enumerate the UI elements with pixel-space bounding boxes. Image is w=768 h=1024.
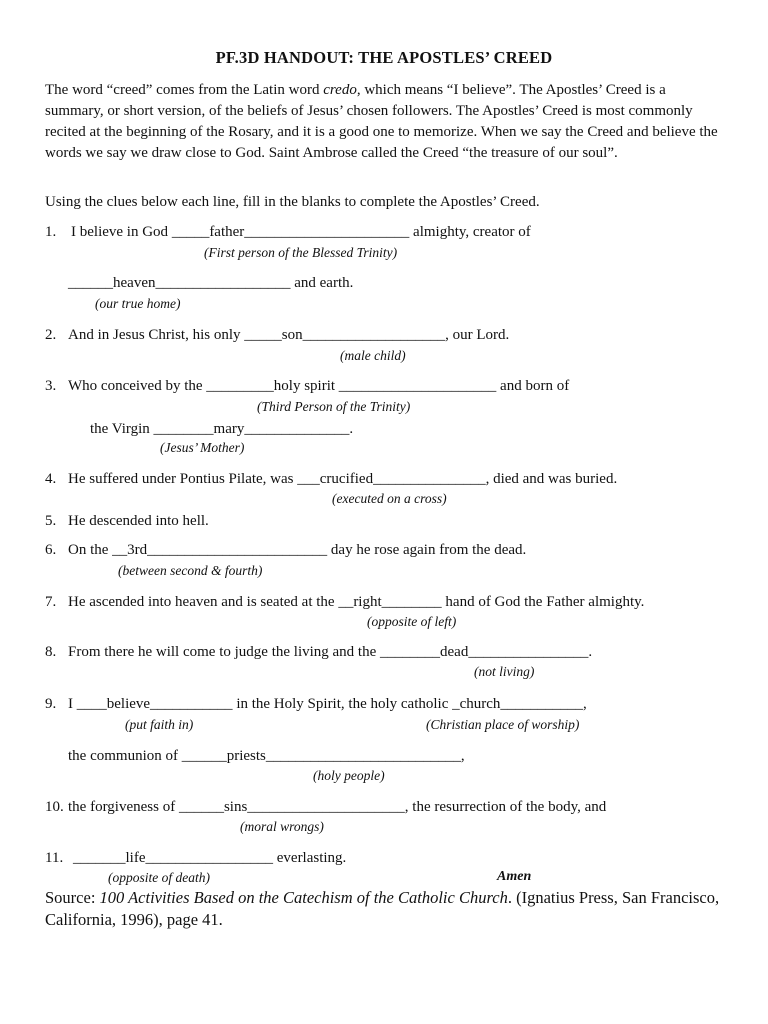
item-6-line	[68, 540, 526, 560]
item-4-prefix: He suffered under Pontius Pilate, was	[68, 471, 298, 487]
item-1-answer: _____father______________________	[171, 224, 410, 240]
item-3-answer: _________holy spirit _____________________	[206, 378, 497, 394]
page-title: PF.3D HANDOUT: THE APOSTLES’ CREED	[215, 48, 553, 67]
item-1-clue: (First person of the Blessed Trinity)	[204, 245, 398, 260]
item-3-clue: (Third Person of the Trinity)	[257, 399, 411, 414]
item-2-line	[68, 325, 509, 345]
item-8-answer: ________dead________________	[380, 644, 589, 660]
item-10-answer: ______sins_____________________	[178, 799, 405, 815]
item-3b-answer: ________mary______________	[153, 421, 350, 437]
item-7-number: 7.	[45, 594, 57, 610]
item-11-number: 11.	[45, 850, 64, 866]
item-8-suffix: .	[588, 644, 593, 660]
item-4-suffix: , died and was buried.	[485, 471, 618, 487]
item-2-number: 2.	[45, 327, 57, 343]
item-8-prefix: From there he will come to judge the living and the	[68, 644, 381, 660]
item-3-line	[68, 376, 569, 396]
source-book-title: 100 Activities Based on the Catechism of the Catholic Church	[99, 888, 508, 907]
item-10-number: 10.	[45, 799, 64, 815]
item-10-clue: (moral wrongs)	[240, 819, 324, 834]
source-citation	[45, 887, 735, 931]
item-6-answer: __3rd________________________	[112, 542, 328, 558]
item-9b-suffix: ,	[460, 748, 465, 764]
item-6-number: 6.	[45, 542, 57, 558]
item-3-prefix: Who conceived by the	[68, 378, 207, 394]
item-9b-clue: (holy people)	[313, 768, 385, 783]
item-9b-prefix: the communion of	[68, 748, 182, 764]
item-3-number: 3.	[45, 378, 57, 394]
item-9-prefix: I	[68, 696, 77, 712]
item-9b-answer: ______priests__________________________	[181, 748, 461, 764]
intro-text-start: The word “creed” comes from the Latin word	[45, 82, 324, 98]
item-9-answer: ____believe___________	[76, 696, 233, 712]
item-1b-answer: ______heaven__________________	[68, 275, 291, 291]
item-7-prefix: He ascended into heaven and is seated at the	[68, 594, 339, 610]
item-11-suffix: everlasting.	[273, 850, 347, 866]
item-8-clue: (not living)	[474, 664, 535, 679]
intro-paragraph	[45, 80, 725, 164]
item-9b-line	[68, 746, 465, 766]
item-10-line	[68, 797, 606, 817]
item-10-prefix: the forgiveness of	[68, 799, 179, 815]
item-2-prefix: And in Jesus Christ, his only	[68, 327, 245, 343]
item-4-clue: (executed on a cross)	[332, 491, 447, 506]
item-1b-clue: (our true home)	[95, 296, 181, 311]
item-11-answer: _______life_________________	[73, 850, 273, 866]
item-2-answer: _____son___________________	[244, 327, 446, 343]
item-3b-line	[90, 419, 353, 439]
item-6-prefix: On the	[68, 542, 113, 558]
item-4-line	[68, 469, 617, 489]
item-10-suffix: , the resurrection of the body, and	[404, 799, 607, 815]
item-2-clue: (male child)	[340, 348, 406, 363]
item-7-line	[68, 592, 644, 612]
item-7-clue: (opposite of left)	[367, 614, 457, 629]
item-9-middle: in the Holy Spirit, the holy catholic	[232, 696, 453, 712]
item-3-suffix: and born of	[496, 378, 570, 394]
item-2-suffix: , our Lord.	[445, 327, 510, 343]
amen-label: Amen	[497, 869, 532, 884]
intro-credo-word: credo	[323, 82, 357, 98]
item-9-clue: (put faith in)	[125, 717, 194, 732]
instructions: Using the clues below each line, fill in the blanks to complete the Apostles’ Creed.	[45, 194, 540, 210]
item-5-line: He descended into hell.	[68, 513, 209, 529]
item-7-answer: __right________	[338, 594, 442, 610]
item-9-answer-2: _church___________	[452, 696, 583, 712]
intro-text-end: , which means “I believe”. The Apostles’ Creed is a summary, or short version, of the beliefs of Jesus’ chosen followers. The Apostles’ Creed is most commonly recited at the beginning of the Rosary, and it is a good one to memorize. When we say the Creed and believe the words we say we draw close to God. Saint Ambrose called the Creed “the treasure of our soul”.	[45, 82, 718, 161]
item-1-prefix: I believe in God	[71, 224, 172, 240]
item-7-suffix: hand of God the Father almighty.	[441, 594, 645, 610]
item-4-number: 4.	[45, 471, 57, 487]
item-9-clue-2: (Christian place of worship)	[426, 717, 580, 732]
item-1-line	[71, 222, 531, 242]
item-3b-suffix: .	[349, 421, 354, 437]
item-1b-line	[68, 273, 353, 293]
item-11-clue: (opposite of death)	[108, 870, 210, 885]
item-1b-suffix: and earth.	[290, 275, 354, 291]
item-6-clue: (between second & fourth)	[118, 563, 263, 578]
item-9-line	[68, 694, 587, 714]
item-3b-prefix: the Virgin	[90, 421, 154, 437]
item-6-suffix: day he rose again from the dead.	[327, 542, 527, 558]
item-1-number: 1.	[45, 224, 57, 240]
item-1-suffix: almighty, creator of	[409, 224, 531, 240]
source-label: Source:	[45, 888, 100, 907]
item-5-number: 5.	[45, 513, 57, 529]
item-8-line	[68, 642, 592, 662]
item-9-suffix: ,	[582, 696, 587, 712]
item-9-number: 9.	[45, 696, 57, 712]
item-3b-clue: (Jesus’ Mother)	[160, 440, 245, 455]
item-4-answer: ___crucified_______________	[297, 471, 486, 487]
item-11-line	[73, 848, 346, 868]
item-8-number: 8.	[45, 644, 57, 660]
source-details: . (Ignatius Press, San Francisco, California, 1996), page 41.	[45, 888, 720, 929]
